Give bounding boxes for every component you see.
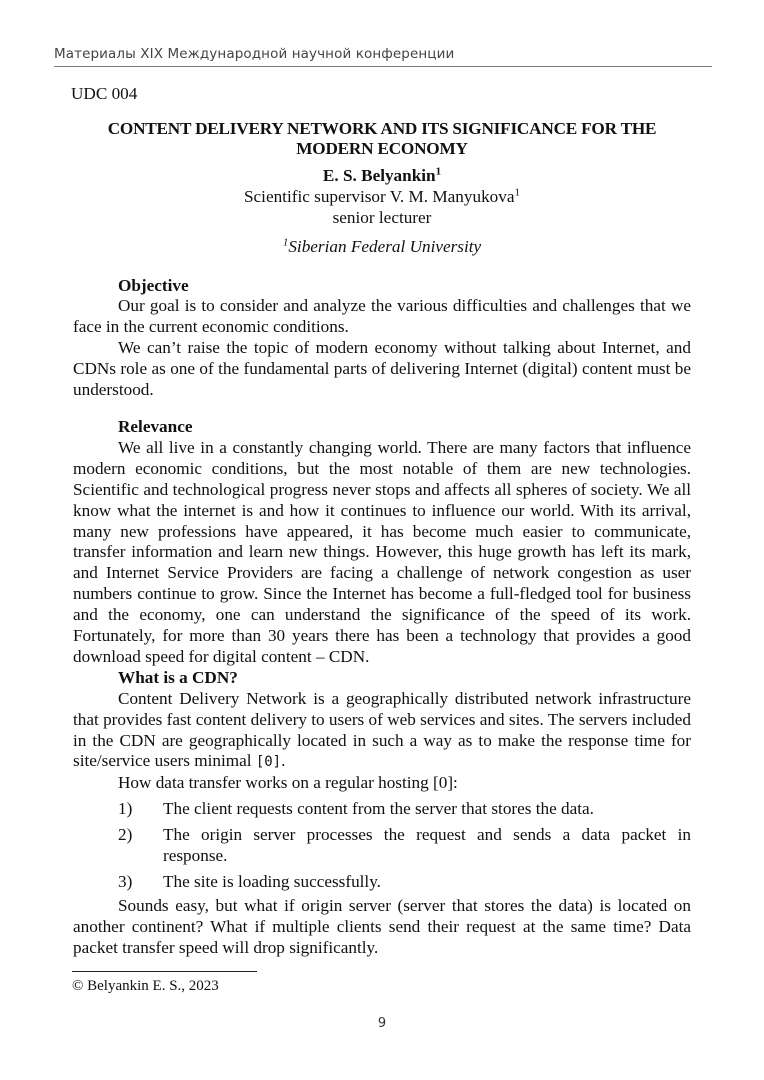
author-name: E. S. Belyankin$^1$ — [322, 165, 442, 185]
section-objective — [73, 276, 691, 401]
list-number: 2) — [118, 825, 133, 845]
title-line-1: CONTENT DELIVERY NETWORK AND ITS SIGNIFICANCE FOR THE — [107, 118, 657, 138]
header-divider — [54, 66, 712, 67]
paragraph: We all live in a constantly changing world. There are many factors that influence modern economic conditions, but the most notable of them are new technologies. Scientific and technological progress never stops and affects all spheres of society. We all know what the internet is and how it continues to influence our world. With its arrival, many new professions have appeared, it has become much easier to communicate, transfer information and learn new things. However, this huge growth has left its mark, and Internet Service Providers are facing a challenge of network congestion as user numbers continue to grow. Since the Internet has become a full-fledged tool for business and the economy, one can understand the significance of the speed of its work. Fortunately, for more than 30 years there has been a technology that provides a good download speed for digital content – CDN. — [73, 437, 691, 666]
paper-title — [73, 119, 691, 160]
list-text: The client requests content from the server that stores the data. — [163, 799, 594, 819]
list-item — [73, 825, 691, 867]
footnote-divider — [72, 971, 257, 972]
list-text: The site is loading successfully. — [163, 872, 381, 891]
citation-reference: [0] — [255, 754, 282, 771]
list-number: 1) — [118, 799, 133, 819]
section-relevance — [73, 417, 691, 668]
list-text: The origin server processes the request and sends a data packet in response. — [163, 825, 691, 866]
paragraph: Content Delivery Network is a geographically distributed network infrastructure that provides fast content delivery to users of web services and sites. The servers included in the CDN are geographically located in such a way as to make the response time for site/service users minimal [0]. — [73, 688, 691, 771]
paragraph: Sounds easy, but what if origin server (server that stores the data) is located on another continent? What if multiple clients send their request at the same time? Data packet transfer speed will drop significantly. — [73, 895, 691, 957]
page-body — [73, 84, 691, 959]
section-what-is-cdn — [73, 668, 691, 959]
section-heading-objective: Objective — [118, 275, 189, 295]
list-number: 3) — [118, 872, 133, 891]
affiliation: $^1$Siberian Federal University — [282, 235, 482, 256]
page-number: 9 — [377, 1016, 387, 1031]
list-item — [73, 799, 691, 820]
title-line-2: MODERN ECONOMY — [296, 139, 468, 159]
copyright-footnote: © Belyankin E. S., 2023 — [72, 978, 219, 994]
paragraph: How data transfer works on a regular hosting [0]: — [118, 773, 458, 793]
running-header: Материалы XIX Международной научной конференции — [54, 46, 455, 62]
supervisor: Scientific supervisor V. M. Manyukova$^1$ — [243, 186, 521, 206]
section-heading-relevance: Relevance — [118, 416, 193, 436]
udc-code: UDC 004 — [71, 84, 138, 103]
paragraph: We can’t raise the topic of modern economy without talking about Internet, and CDNs role as one of the fundamental parts of delivering Internet (digital) content must be understood. — [73, 338, 691, 400]
supervisor-position: senior lecturer — [332, 207, 432, 227]
paragraph: Our goal is to consider and analyze the various difficulties and challenges that we face in the current economic conditions. — [73, 296, 691, 337]
section-heading-what-is-cdn: What is a CDN? — [118, 667, 238, 687]
author-superscript: 1 — [435, 165, 442, 178]
list-item — [73, 872, 691, 893]
